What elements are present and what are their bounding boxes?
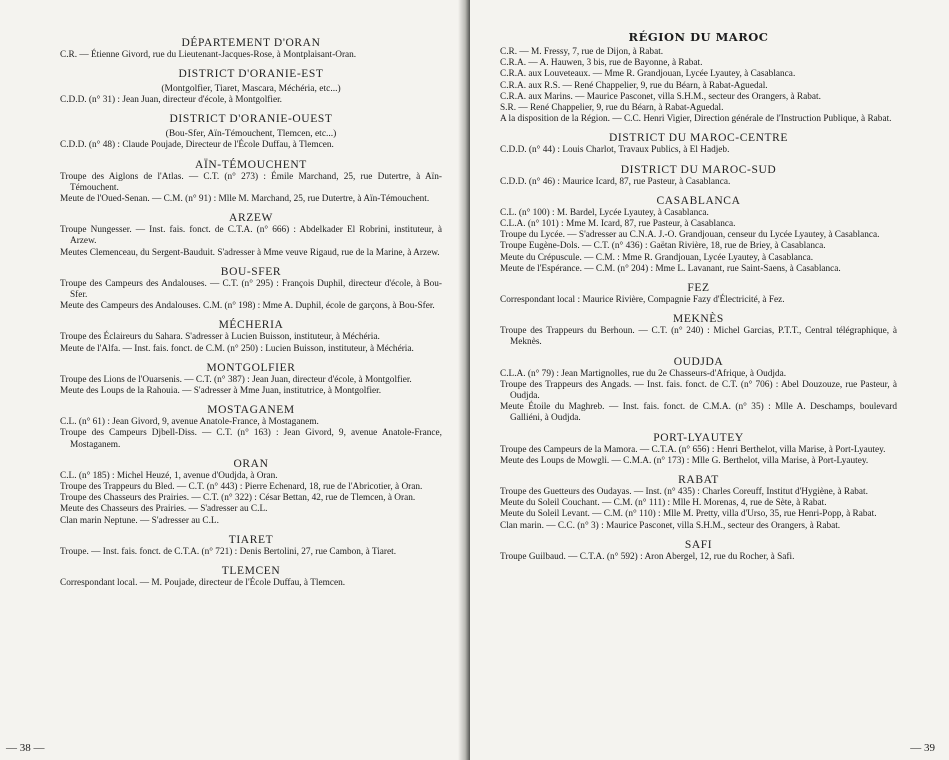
- section-heading: MÉCHERIA: [218, 319, 284, 332]
- page-number-right: — 39: [910, 742, 935, 754]
- section: [60, 361, 442, 397]
- section: [60, 265, 442, 313]
- section: [500, 131, 897, 156]
- entry: Troupe des Trappeurs du Bled. — C.T. (n° 443) : Pierre Echenard, 18, rue de l'Abricotier, à Oran.: [60, 482, 423, 493]
- entry: C.L. (n° 185) : Michel Heuzé, 1, avenue d'Oudjda, à Oran.: [60, 470, 278, 481]
- section-heading: SAFI: [684, 538, 713, 551]
- entry: C.D.D. (n° 44) : Louis Charlot, Travaux Publics, à El Hadjeb.: [500, 145, 730, 156]
- section-heading: DISTRICT DU MAROC-CENTRE: [608, 132, 789, 145]
- entry: Troupe des Trappeurs des Angads. — Inst. fais. fonct. de C.T. (n° 706) : Abel Douzouze, rue Pasteur, à Oudjda.: [500, 379, 897, 402]
- section-heading: DISTRICT D'ORANIE-EST: [178, 68, 324, 81]
- entry: Troupe des Éclaireurs du Sahara. S'adresser à Lucien Buisson, instituteur, à Méchéria.: [60, 332, 380, 343]
- right-sections: [500, 131, 897, 563]
- section: [500, 355, 897, 425]
- section-heading: TIARET: [228, 533, 274, 546]
- entry: C.R.A. aux R.S. — René Chappelier, 9, rue du Béarn, à Rabat-Aguedal.: [500, 80, 768, 91]
- entry: Meute de l'Alfa. — Inst. fais. fonct. de C.M. (n° 250) : Lucien Buisson, instituteur, à Méchéria.: [60, 343, 414, 354]
- entry: Correspondant local. — M. Poujade, directeur de l'École Duffau, à Tlemcen.: [60, 578, 346, 589]
- entry: C.L. (n° 61) : Jean Givord, 9, avenue Anatole-France, à Mostaganem.: [60, 417, 319, 428]
- entry: Clan marin Neptune. — S'adresser au C.L.: [60, 515, 219, 526]
- region-title: RÉGION DU MAROC: [628, 30, 769, 44]
- entry: C.D.D. (n° 46) : Maurice Icard, 87, rue Pasteur, à Casablanca.: [500, 176, 731, 187]
- entry: Meutes Clemenceau, du Sergent-Bauduit. S'adresser à Mme veuve Rigaud, rue de la Marine, à Arzew.: [60, 247, 440, 258]
- section: [500, 281, 897, 306]
- entry: Troupe des Campeurs Djbell-Diss. — C.T. (n° 163) : Jean Givord, 9, avenue Anatole-France, Mostaganem.: [60, 428, 442, 450]
- section: [500, 431, 897, 467]
- entry: Meute des Loups de la Rahouia. — S'adresser à Mme Juan, institutrice, à Montgolfier.: [60, 386, 382, 397]
- section-heading: CASABLANCA: [656, 194, 741, 207]
- entry: Troupe Nungesser. — Inst. fais. fonct. de C.T.A. (n° 666) : Abdelkader El Robrini, instituteur, à Arzew.: [60, 225, 442, 247]
- entry: Meute des Loups de Mowgli. — C.M.A. (n° 173) : Mlle G. Berthelot, villa Marise, à Port-Lyautey.: [500, 455, 869, 466]
- entry: C.R.A. — A. Hauwen, 3 bis, rue de Bayonne, à Rabat.: [500, 58, 703, 69]
- entry: Meute des Campeurs des Andalouses. C.M. (n° 198) : Mme A. Duphil, école de garçons, à Bou-Sfer.: [60, 301, 435, 312]
- section-heading: MONTGOLFIER: [206, 361, 296, 374]
- section: [500, 538, 897, 563]
- entry: C.L. (n° 100) : M. Bardel, Lycée Lyautey, à Casablanca.: [500, 207, 709, 218]
- entry: Meute du Soleil Couchant. — C.M. (n° 111) : Mlle H. Morenas, 4, rue de Sète, à Rabat.: [500, 498, 827, 509]
- entry: C.R.A. aux Marins. — Maurice Pasconet, villa S.H.M., secteur des Orangers, à Rabat.: [500, 91, 821, 102]
- section: [60, 36, 442, 61]
- entry: Troupe des Campeurs des Andalouses. — C.T. (n° 295) : François Duphil, directeur d'école, à Bou-Sfer.: [60, 278, 442, 301]
- section-heading: DISTRICT DU MAROC-SUD: [620, 163, 777, 176]
- section-heading: RABAT: [678, 474, 719, 487]
- entry: A la disposition de la Région. — C.C. Henri Vigier, Direction générale de l'Instruction Publique, à Rabat.: [500, 114, 892, 125]
- section: [60, 564, 442, 589]
- entry: C.D.D. (n° 48) : Claude Poujade, Directeur de l'École Duffau, à Tlemcen.: [60, 140, 334, 151]
- section-heading: OUDJDA: [673, 355, 724, 368]
- entry: Troupe Guilbaud. — C.T.A. (n° 592) : Aron Abergel, 12, rue du Rocher, à Safi.: [500, 551, 795, 562]
- entry: Meute des Chasseurs des Prairies. — S'adresser au C.L.: [60, 504, 268, 515]
- left-sections: [60, 36, 442, 589]
- section-heading: BOU-SFER: [220, 265, 282, 278]
- section-heading: TLEMCEN: [221, 565, 281, 578]
- section: [500, 194, 897, 275]
- entry: Clan marin. — C.C. (n° 3) : Maurice Pasconet, villa S.H.M., secteur des Orangers, à Rabat.: [500, 520, 841, 531]
- entry: Meute de l'Espérance. — C.M. (n° 204) : Mme L. Lavanant, rue Saint-Saens, à Casablanca.: [500, 263, 841, 274]
- section-heading: AÏN-TÉMOUCHENT: [195, 158, 307, 171]
- entry: S.R. — René Chappelier, 9, rue du Béarn, à Rabat-Aguedal.: [500, 103, 724, 114]
- entry: C.R. — M. Fressy, 7, rue de Dijon, à Rabat.: [500, 47, 664, 57]
- entry: Troupe des Trappeurs du Berhoun. — C.T. (n° 240) : Michel Garcias, P.T.T., Central télégraphique, à Meknès.: [500, 326, 897, 348]
- section-heading: ORAN: [233, 457, 269, 470]
- entry: C.D.D. (n° 31) : Jean Juan, directeur d'école, à Montgolfier.: [60, 95, 282, 106]
- section: [60, 403, 442, 451]
- section-subheading: (Montgolfier, Tiaret, Mascara, Méchéria, etc...): [161, 84, 341, 95]
- entry: C.R.A. aux Louveteaux. — Mme R. Grandjouan, Lycée Lyautey, à Casablanca.: [500, 69, 796, 80]
- section: [500, 312, 897, 348]
- page-number-left: — 38 —: [6, 742, 45, 754]
- right-page: [470, 0, 949, 760]
- section-heading: MOSTAGANEM: [207, 404, 295, 417]
- entry: Meute du Crépuscule. — C.M. : Mme R. Grandjouan, Lycée Lyautey, à Casablanca.: [500, 252, 814, 263]
- section-heading: DÉPARTEMENT D'ORAN: [181, 37, 321, 49]
- section-heading: DISTRICT D'ORANIE-OUEST: [169, 113, 333, 126]
- section-heading: ARZEW: [229, 212, 273, 225]
- entry: Meute Étoile du Maghreb. — Inst. fais. fonct. de C.M.A. (n° 35) : Mlle A. Deschamps, boulevard Galliéni, à Oudjda.: [500, 402, 897, 424]
- section: [60, 112, 442, 151]
- section: [60, 318, 442, 354]
- entry: Troupe du Lycée. — S'adresser au C.N.A. J.-O. Grandjouan, censeur du Lycée Lyautey, à Casablanca.: [500, 230, 880, 241]
- entry: Troupe Eugène-Dols. — C.T. (n° 436) : Gaëtan Rivière, 18, rue de Briey, à Casablanca.: [500, 241, 826, 252]
- entry: Troupe des Campeurs de la Mamora. — C.T.A. (n° 656) : Henri Berthelot, villa Marise, à Port-Lyautey.: [500, 444, 886, 455]
- section: [500, 163, 897, 188]
- section: [60, 67, 442, 106]
- section-heading: MEKNÈS: [673, 313, 724, 326]
- section: [500, 473, 897, 532]
- entry: Troupe des Guetteurs des Oudayas. — Inst. (n° 435) : Charles Coreuff, Institut d'Hygiène, à Rabat.: [500, 487, 868, 498]
- section-heading: FEZ: [687, 282, 710, 295]
- left-page: [0, 0, 466, 760]
- entry: Troupe des Lions de l'Ouarsenis. — C.T. (n° 387) : Jean Juan, directeur d'école, à Montgolfier.: [60, 374, 412, 385]
- section: [60, 457, 442, 527]
- section: [60, 533, 442, 558]
- section: [60, 211, 442, 259]
- entry: Troupe des Aiglons de l'Atlas. — C.T. (n° 273) : Émile Marchand, 25, rue Dutertre, à Aïn-Témouchent.: [60, 171, 442, 193]
- entry: C.L.A. (n° 101) : Mme M. Icard, 87, rue Pasteur, à Casablanca.: [500, 219, 736, 230]
- entry: Meute de l'Oued-Senan. — C.M. (n° 91) : Mlle M. Marchand, 25, rue Dutertre, à Aïn-Témouchent.: [60, 194, 430, 205]
- entry: C.R. — Étienne Givord, rue du Lieutenant-Jacques-Rose, à Montplaisant-Oran.: [60, 50, 357, 60]
- entry: Meute du Soleil Levant. — C.M. (n° 110) : Mlle M. Pretty, villa d'Urso, 35, rue Henri-Popp, à Rabat.: [500, 509, 877, 520]
- entry: C.L.A. (n° 79) : Jean Martignolles, rue du 2e Chasseurs-d'Afrique, à Oudjda.: [500, 368, 787, 379]
- entry: Correspondant local : Maurice Rivière, Compagnie Fazy d'Électricité, à Fez.: [500, 295, 785, 306]
- section-subheading: (Bou-Sfer, Aïn-Témouchent, Tlemcen, etc...): [165, 129, 337, 140]
- entry: Troupe. — Inst. fais. fonct. de C.T.A. (n° 721) : Denis Bertolini, 27, rue Cambon, à Tiaret.: [60, 546, 397, 557]
- section-heading: PORT-LYAUTEY: [653, 431, 744, 444]
- region-intro: [500, 47, 897, 125]
- entry: Troupe des Chasseurs des Prairies. — C.T. (n° 322) : César Bettan, 42, rue de Tlemcen, à Oran.: [60, 493, 416, 504]
- section: [60, 158, 442, 206]
